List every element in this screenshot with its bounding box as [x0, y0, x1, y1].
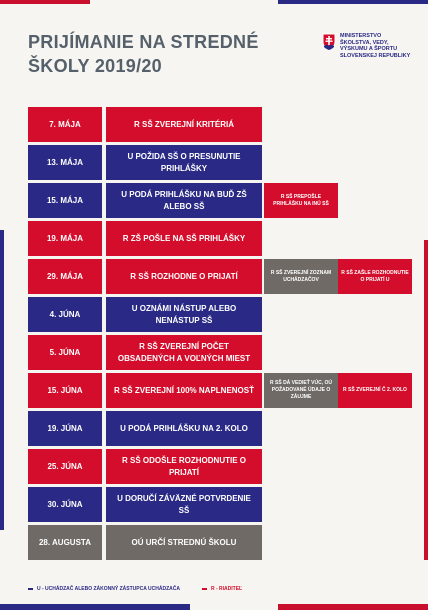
- ministry-logo: [322, 33, 422, 73]
- row-text: OÚ URČÍ STREDNÚ ŠKOLU: [106, 525, 262, 560]
- row-date: 15. JÚNA: [28, 373, 102, 408]
- row-date: 5. JÚNA: [28, 335, 102, 370]
- logo-line: SLOVENSKEJ REPUBLIKY: [340, 52, 411, 59]
- logo-line: ŠKOLSTVA, VEDY,: [340, 39, 389, 46]
- row-date: 25. JÚNA: [28, 449, 102, 484]
- top-left-accent: [0, 0, 90, 4]
- row-date: 13. MÁJA: [28, 145, 102, 180]
- row-text: U OZNÁMI NÁSTUP ALEBO NENÁSTUP SŠ: [106, 297, 262, 332]
- bottom-left-accent: [0, 604, 190, 610]
- row-date: 19. JÚNA: [28, 411, 102, 446]
- row-date: 28. AUGUSTA: [28, 525, 102, 560]
- bottom-right-accent: [278, 604, 428, 610]
- slovak-crest-icon: [322, 33, 336, 51]
- legend-blue-marker: [28, 588, 33, 590]
- title-line-2: ŠKOLY 2019/20: [28, 56, 162, 76]
- logo-text: [340, 33, 410, 59]
- logo-line: VÝSKUMU A ŠPORTU: [340, 46, 398, 52]
- legend-red-marker: [202, 588, 207, 590]
- row-date: 15. MÁJA: [28, 183, 102, 218]
- row-date: 29. MÁJA: [28, 259, 102, 294]
- top-right-accent: [278, 0, 428, 4]
- row-text: R ZŠ POŠLE NA SŠ PRIHLÁŠKY: [106, 221, 262, 256]
- row-date: 30. JÚNA: [28, 487, 102, 522]
- legend-blue-label: U - UCHÁDZAČ ALEBO ZÁKONNÝ ZÁSTUPCA UCHÁDZAČA: [37, 586, 180, 592]
- right-side-accent: [424, 240, 428, 560]
- row-note: R SŠ DÁ VEDIEŤ VÚC, OÚ POŽADOVANÉ ÚDAJE O ZÁUJME: [264, 373, 338, 408]
- row-text: U PODÁ PRIHLÁŠKU NA 2. KOLO: [106, 411, 262, 446]
- row-date: 4. JÚNA: [28, 297, 102, 332]
- left-side-accent: [0, 230, 4, 530]
- row-date: 7. MÁJA: [28, 107, 102, 142]
- row-note: R SŠ ZAŠLE ROZHODNUTIE O PRIJATÍ U: [338, 259, 412, 294]
- row-text: R SŠ ROZHODNE O PRIJATÍ: [106, 259, 262, 294]
- row-text: U DORUČÍ ZÁVÄZNÉ POTVRDENIE SŠ: [106, 487, 262, 522]
- title-line-1: PRIJÍMANIE NA STREDNÉ: [28, 32, 259, 52]
- row-note: R SŠ ZVEREJNÍ ZOZNAM UCHÁDZAČOV: [264, 259, 338, 294]
- row-note: R SŠ PREPOŠLE PRIHLÁŠKU NA INÚ SŠ: [264, 183, 338, 218]
- page-title: [28, 30, 259, 78]
- legend-red-label: R - RIADITEĽ: [210, 586, 243, 592]
- row-text: R SŠ ZVEREJNÍ KRITÉRIÁ: [106, 107, 262, 142]
- logo-line: MINISTERSTVO: [340, 33, 382, 39]
- row-text: R SŠ ZVEREJNÍ POČET OBSADENÝCH A VOĽNÝCH MIEST: [106, 335, 262, 370]
- row-text: R SŠ ODOŠLE ROZHODNUTIE O PRIJATÍ: [106, 449, 262, 484]
- row-date: 19. MÁJA: [28, 221, 102, 256]
- row-note: R SŠ ZVEREJNÍ Č 2. KOLO: [338, 373, 412, 408]
- row-text: R SŠ ZVEREJNÍ 100% NAPLNENOSŤ: [106, 373, 262, 408]
- row-text: U PODÁ PRIHLÁŠKU NA BUĎ ZŠ ALEBO SŠ: [106, 183, 262, 218]
- legend: [28, 586, 242, 592]
- row-text: U POŽIDA SŠ O PRESUNUTIE PRIHLÁŠKY: [106, 145, 262, 180]
